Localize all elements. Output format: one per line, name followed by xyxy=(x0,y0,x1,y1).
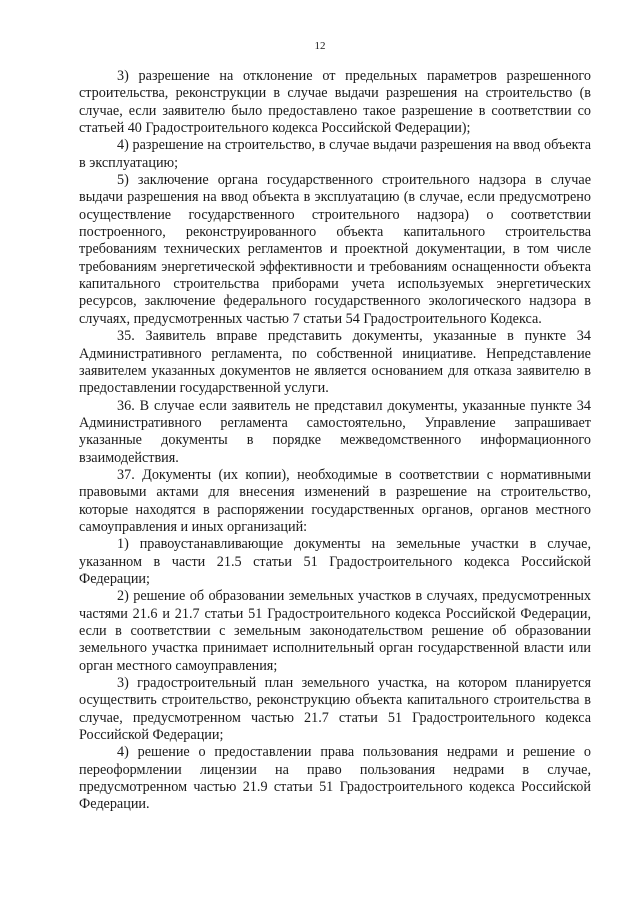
document-body xyxy=(79,68,591,814)
paragraph-36: 36. В случае если заявитель не представил документы, указанные пункте 34 Административного регламента самостоятельно, Управление запрашивает указанные документы в порядке межведомственного информационного взаимодействия. xyxy=(79,397,591,466)
paragraph-37-item-3: 3) градостроительный план земельного участка, на котором планируется осуществить строительство, реконструкцию объекта капитального строительства в случае, предусмотренном частью 21.7 статьи 51 Градостроительного кодекса Российской Федерации; xyxy=(79,675,591,744)
paragraph-35: 35. Заявитель вправе представить документы, указанные в пункте 34 Административного регламента, по собственной инициативе. Непредставление заявителем указанных документов не является основанием для отказа заявителю в предоставлении государственной услуги. xyxy=(79,328,591,397)
paragraph-item-5-supervision-conclusion: 5) заключение органа государственного строительного надзора в случае выдачи разрешения на ввод объекта в эксплуатацию (в случае, если предусмотрено осуществление государственного строительного надзора) о соответствии построенного, реконструированного объекта капитального строительства требованиям технических регламентов и проектной документации, в том числе требованиям энергетической эффективности и требованиям оснащенности объекта капитального строительства приборами учета используемых энергетических ресурсов, заключение федерального государственного экологического надзора в случаях, предусмотренных частью 7 статьи 54 Градостроительного Кодекса. xyxy=(79,172,591,327)
paragraph-item-4-construction-permit: 4) разрешение на строительство, в случае выдачи разрешения на ввод объекта в эксплуатацию; xyxy=(79,137,591,171)
paragraph-item-3-permit-deviation: 3) разрешение на отклонение от предельных параметров разрешенного строительства, реконструкции в случае выдачи разрешения на строительство (в случае, если заявителю было предоставлено такое разрешение в соответствии со статьей 40 Градостроительного кодекса Российской Федерации); xyxy=(79,68,591,137)
page-number: 12 xyxy=(314,40,326,52)
paragraph-37: 37. Документы (их копии), необходимые в соответствии с нормативными правовыми актами для внесения изменений в разрешение на строительство, которые находятся в распоряжении государственных органов, органов местного самоуправления и иных организаций: xyxy=(79,466,591,535)
paragraph-37-item-2: 2) решение об образовании земельных участков в случаях, предусмотренных частями 21.6 и 21.7 статьи 51 Градостроительного кодекса Российской Федерации, если в соответствии с земельным законодательством решение об образовании земельного участка принимает исполнительный орган государственной власти или орган местного самоуправления; xyxy=(79,588,591,674)
paragraph-37-item-1: 1) правоустанавливающие документы на земельные участки в случае, указанном в части 21.5 статьи 51 Градостроительного кодекса Российской Федерации; xyxy=(79,536,591,587)
paragraph-37-item-4: 4) решение о предоставлении права пользования недрами и решение о переоформлении лицензии на право пользования недрами в случае, предусмотренном частью 21.9 статьи 51 Градостроительного кодекса Российской Федерации. xyxy=(79,744,591,813)
